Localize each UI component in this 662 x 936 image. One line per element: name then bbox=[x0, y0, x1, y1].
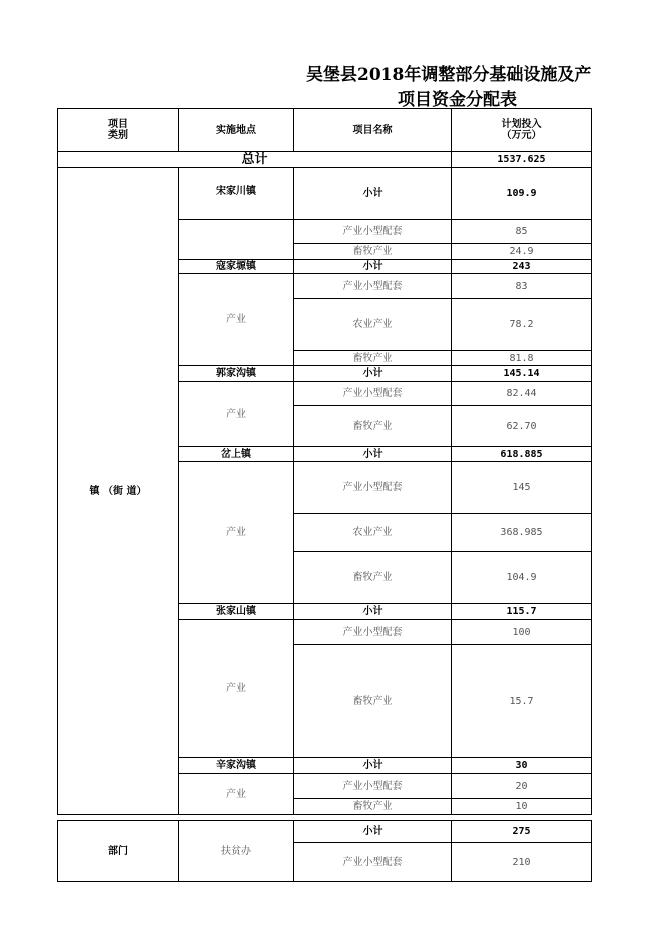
subtotal-label: 小计 bbox=[294, 168, 452, 220]
subtotal-value: 145.14 bbox=[452, 366, 592, 382]
project-value: 85 bbox=[452, 220, 592, 244]
category-cell: 产业 bbox=[179, 382, 294, 447]
location-songjiachuan: 宋家川镇 bbox=[179, 168, 294, 220]
location-zhangjiashan: 张家山镇 bbox=[179, 604, 294, 620]
subtotal-label: 小计 bbox=[294, 604, 452, 620]
location-chashang: 岔上镇 bbox=[179, 447, 294, 462]
location-xinjiagou: 辛家沟镇 bbox=[179, 758, 294, 774]
project-name: 产业小型配套 bbox=[294, 843, 452, 882]
category-cell: 产业 bbox=[179, 462, 294, 604]
subtotal-value: 243 bbox=[452, 260, 592, 274]
category-cell: 产业 bbox=[179, 274, 294, 366]
project-value: 10 bbox=[452, 799, 592, 815]
project-value: 15.7 bbox=[452, 645, 592, 758]
project-name: 产业小型配套 bbox=[294, 274, 452, 299]
project-name: 畜牧产业 bbox=[294, 552, 452, 604]
total-value: 1537.625 bbox=[452, 152, 592, 168]
subtotal-label: 小计 bbox=[294, 758, 452, 774]
project-value: 78.2 bbox=[452, 299, 592, 351]
project-value: 62.70 bbox=[452, 406, 592, 447]
location-guojiagou: 郭家沟镇 bbox=[179, 366, 294, 382]
project-name: 产业小型配套 bbox=[294, 462, 452, 514]
header-category: 项目 类别 bbox=[58, 109, 179, 152]
project-value: 145 bbox=[452, 462, 592, 514]
subtotal-label: 小计 bbox=[294, 821, 452, 843]
total-label: 总计 bbox=[58, 152, 452, 168]
subtotal-value: 30 bbox=[452, 758, 592, 774]
header-location: 实施地点 bbox=[179, 109, 294, 152]
total-row bbox=[58, 152, 592, 168]
project-value: 100 bbox=[452, 620, 592, 645]
project-name: 畜牧产业 bbox=[294, 244, 452, 260]
project-value: 83 bbox=[452, 274, 592, 299]
group-dept: 部门 bbox=[58, 821, 179, 882]
project-value: 104.9 bbox=[452, 552, 592, 604]
subtotal-label: 小计 bbox=[294, 260, 452, 274]
project-name: 农业产业 bbox=[294, 514, 452, 552]
project-name: 农业产业 bbox=[294, 299, 452, 351]
category-cell: 产业 bbox=[179, 774, 294, 815]
location-fupinban: 扶贫办 bbox=[179, 821, 294, 882]
project-name: 畜牧产业 bbox=[294, 351, 452, 366]
project-name: 产业小型配套 bbox=[294, 620, 452, 645]
project-name: 畜牧产业 bbox=[294, 406, 452, 447]
project-name: 产业小型配套 bbox=[294, 774, 452, 799]
project-name: 畜牧产业 bbox=[294, 799, 452, 815]
subtotal-value: 109.9 bbox=[452, 168, 592, 220]
project-value: 20 bbox=[452, 774, 592, 799]
page-title-line2: 项目资金分配表 bbox=[398, 90, 517, 110]
table-row bbox=[58, 168, 592, 220]
subtotal-label: 小计 bbox=[294, 447, 452, 462]
project-name: 产业小型配套 bbox=[294, 220, 452, 244]
header-investment: 计划投入 （万元） bbox=[452, 109, 592, 152]
subtotal-value: 618.885 bbox=[452, 447, 592, 462]
project-value: 82.44 bbox=[452, 382, 592, 406]
project-value: 368.985 bbox=[452, 514, 592, 552]
dept-table bbox=[57, 820, 592, 882]
category-cell bbox=[179, 220, 294, 260]
project-value: 210 bbox=[452, 843, 592, 882]
project-value: 81.8 bbox=[452, 351, 592, 366]
page-title-line1: 吴堡县2018年调整部分基础设施及产 bbox=[306, 65, 592, 85]
group-town: 镇 （街 道） bbox=[58, 168, 179, 815]
table-header-row bbox=[58, 109, 592, 152]
header-project: 项目名称 bbox=[294, 109, 452, 152]
subtotal-value: 275 bbox=[452, 821, 592, 843]
project-value: 24.9 bbox=[452, 244, 592, 260]
table-row bbox=[58, 821, 592, 843]
project-name: 产业小型配套 bbox=[294, 382, 452, 406]
project-name: 畜牧产业 bbox=[294, 645, 452, 758]
subtotal-label: 小计 bbox=[294, 366, 452, 382]
category-cell: 产业 bbox=[179, 620, 294, 758]
subtotal-value: 115.7 bbox=[452, 604, 592, 620]
location-koujiayuan: 寇家塬镇 bbox=[179, 260, 294, 274]
allocation-table bbox=[57, 108, 592, 815]
